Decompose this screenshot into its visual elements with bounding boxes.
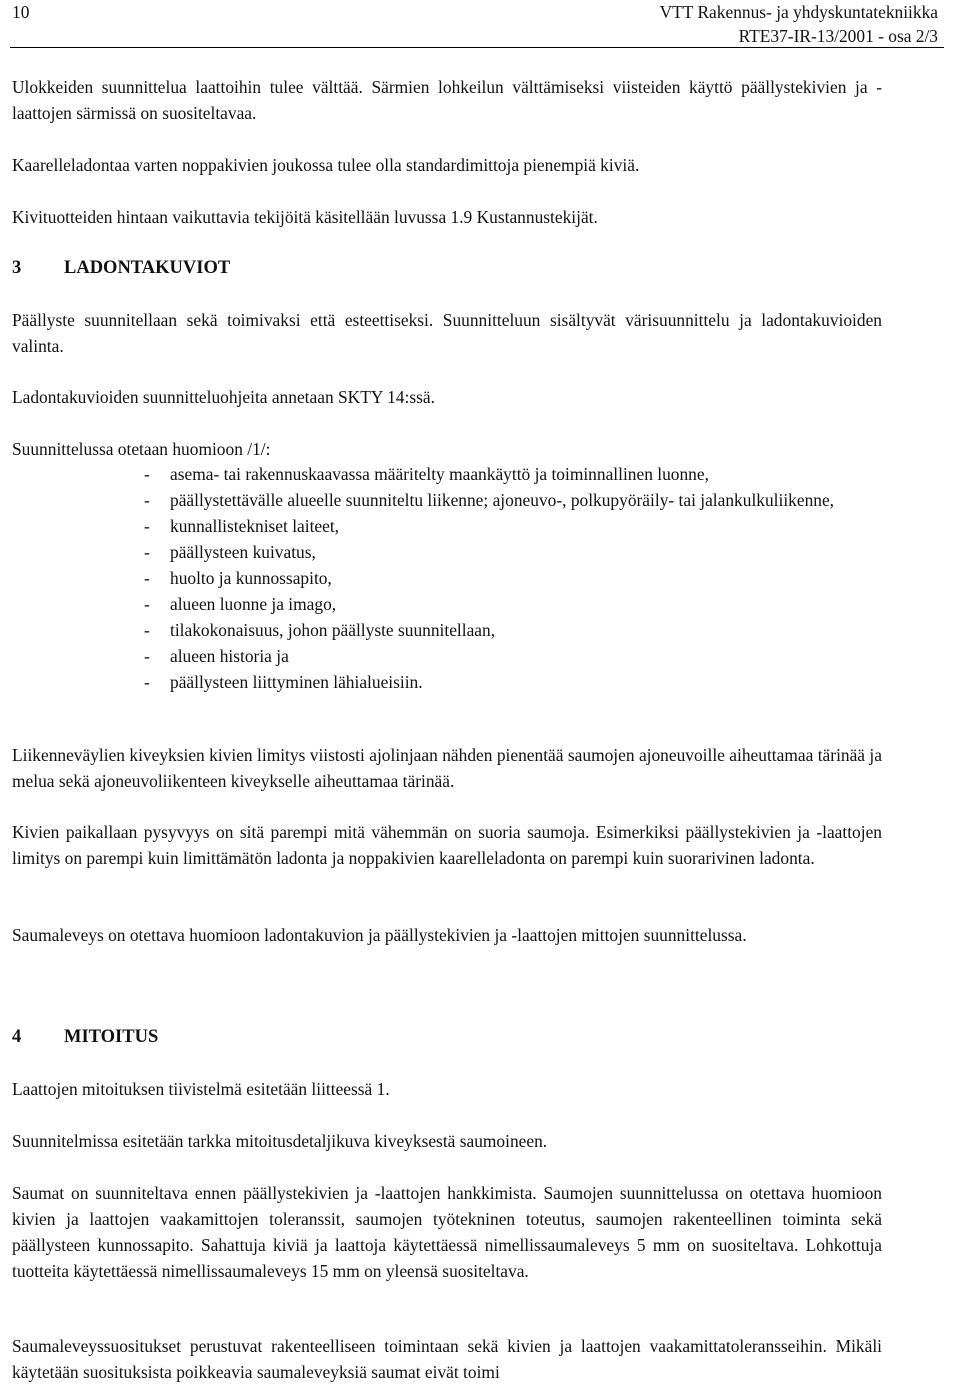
paragraph: Ladontakuvioiden suunnitteluohjeita annetaan SKTY 14:ssä. — [12, 387, 435, 407]
list-item: - asema- tai rakennuskaavassa määritelty maankäyttö ja toiminnallinen luonne, — [144, 461, 889, 487]
list-dash: - — [144, 646, 150, 666]
list-dash: - — [144, 620, 150, 640]
header-org: VTT Rakennus- ja yhdyskuntatekniikka — [659, 2, 938, 22]
paragraph: Päällyste suunnitellaan sekä toimivaksi että esteettiseksi. Suunnitteluun sisältyvät värisuunnittelu ja ladontakuvioiden valinta. — [12, 310, 882, 356]
section-heading-4 — [12, 1024, 158, 1050]
section-number: 4 — [12, 1027, 22, 1047]
paragraph: Laattojen mitoituksen tiivistelmä esitetään liitteessä 1. — [12, 1079, 390, 1099]
paragraph: Suunnitelmissa esitetään tarkka mitoitusdetaljikuva kiveyksestä saumoineen. — [12, 1131, 548, 1151]
header-rule — [10, 47, 944, 48]
running-header — [660, 0, 938, 48]
section-title: LADONTAKUVIOT — [64, 258, 231, 278]
list-dash: - — [144, 568, 150, 588]
paragraph: Liikenneväylien kiveyksien kivien limitys viistosti ajolinjaan nähden pienentää saumojen ajoneuvoille aiheuttamaa tärinää ja melua sekä ajoneuvoliikenteen kiveykselle aiheuttamaa tärinää. — [12, 745, 882, 791]
section-title: MITOITUS — [64, 1027, 159, 1047]
list-dash: - — [144, 464, 150, 484]
list-item: - päällysteen kuivatus, — [144, 539, 889, 565]
list-item: - huolto ja kunnossapito, — [144, 565, 889, 591]
paragraph: Kivituotteiden hintaan vaikuttavia tekijöitä käsitellään luvussa 1.9 Kustannustekijät. — [12, 207, 598, 227]
paragraph: Saumaleveyssuositukset perustuvat rakenteelliseen toimintaan sekä kivien ja laattojen vaakamittatoleransseihin. Mikäli käytetään suosituksista poikkeavia saumaleveyksiä saumat eivät toimi — [12, 1336, 882, 1382]
list-item: - tilakokonaisuus, johon päällyste suunnitellaan, — [144, 617, 889, 643]
page-number: 10 — [12, 2, 30, 22]
list-dash: - — [144, 542, 150, 562]
list-item: - päällysteen liittyminen lähialueisiin. — [144, 669, 889, 695]
paragraph: Saumat on suunniteltava ennen päällystekivien ja -laattojen hankkimista. Saumojen suunnittelussa on otettava huomioon kivien ja laattojen vaakamittojen toleranssit, saumojen työtekninen toteutus, saumojen rakenteellinen toiminta sekä päällysteen kunnossapito. Sahattuja kiviä ja laattoja käytettäessä nimellissaumaleveys 5 mm on suositeltava. Lohkottuja tuotteita käytettäessä nimellissaumaleveys 15 mm on yleensä suositeltava. — [12, 1183, 882, 1281]
consideration-list — [144, 461, 889, 695]
list-item: - päällystettävälle alueelle suunniteltu liikenne; ajoneuvo-, polkupyöräily- tai jalankulkuliikenne, — [144, 487, 889, 513]
list-intro: Suunnittelussa otetaan huomioon /1/: — [12, 439, 271, 459]
section-heading-3 — [12, 255, 230, 281]
paragraph: Kivien paikallaan pysyvyys on sitä parempi mitä vähemmän on suoria saumoja. Esimerkiksi päällystekivien ja -laattojen limitys on parempi kuin limittämätön ladonta ja noppakivien kaarelleladonta on parempi kuin suorarivinen ladonta. — [12, 822, 882, 868]
list-dash: - — [144, 516, 150, 536]
header-report-id: RTE37-IR-13/2001 - osa 2/3 — [738, 26, 938, 46]
paragraph: Saumaleveys on otettava huomioon ladontakuvion ja päällystekivien ja -laattojen mittojen suunnittelussa. — [12, 925, 747, 945]
list-item: - alueen historia ja — [144, 643, 889, 669]
list-dash: - — [144, 490, 150, 510]
paragraph: Kaarelleladontaa varten noppakivien joukossa tulee olla standardimittoja pienempiä kiviä. — [12, 155, 640, 175]
list-item: - alueen luonne ja imago, — [144, 591, 889, 617]
list-dash: - — [144, 672, 150, 692]
list-item: - kunnallistekniset laiteet, — [144, 513, 889, 539]
list-dash: - — [144, 594, 150, 614]
section-number: 3 — [12, 258, 22, 278]
paragraph: Ulokkeiden suunnittelua laattoihin tulee välttää. Särmien lohkeilun välttämiseksi viisteiden käyttö päällystekivien ja -laattojen särmissä on suositeltavaa. — [12, 77, 882, 123]
